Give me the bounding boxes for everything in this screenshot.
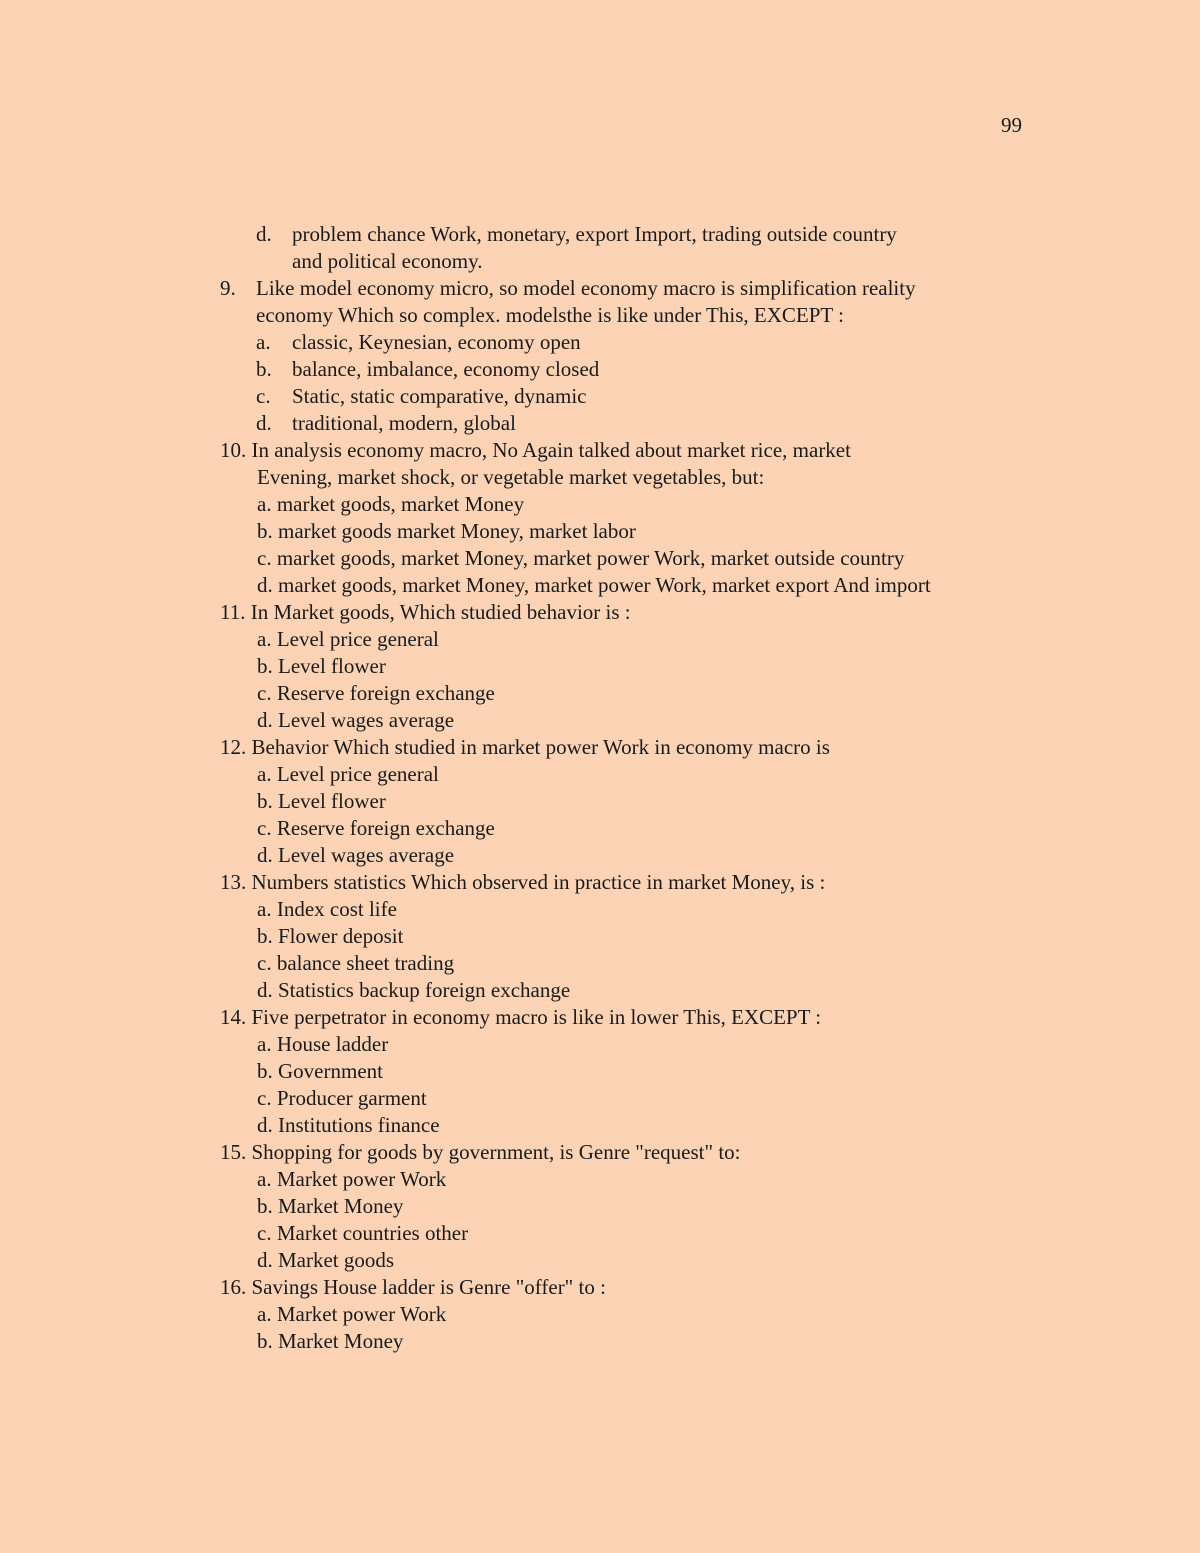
option-text: problem chance Work, monetary, export Import, trading outside country: [292, 222, 897, 246]
q13-option-d: d. Statistics backup foreign exchange: [257, 978, 571, 1002]
question-text: In Market goods, Which studied behavior is :: [250, 600, 631, 624]
question-13: [220, 869, 1040, 896]
option-text: Static, static comparative, dynamic: [292, 384, 587, 408]
page-number: 99: [1001, 113, 1022, 137]
question-number: 14.: [220, 1005, 247, 1029]
option-text: classic, Keynesian, economy open: [292, 330, 581, 354]
question-15: [220, 1139, 1040, 1166]
question-14: [220, 1004, 1040, 1031]
question-text: In analysis economy macro, No Again talked about market rice, market: [251, 438, 851, 462]
q10-option-c: c. market goods, market Money, market power Work, market outside country: [257, 546, 905, 570]
option-label: b.: [256, 357, 272, 381]
q10-option-a: a. market goods, market Money: [257, 492, 525, 516]
question-number: 15.: [220, 1140, 247, 1164]
q12-option-d: d. Level wages average: [257, 843, 455, 867]
q8-option-d: [220, 221, 1040, 248]
option-label: d.: [256, 411, 272, 435]
q16-option-a: a. Market power Work: [257, 1302, 447, 1326]
question-number: 10.: [220, 438, 247, 462]
q11-option-a: a. Level price general: [257, 627, 439, 651]
option-label: d.: [256, 222, 272, 246]
q10-option-b: b. market goods market Money, market labor: [257, 519, 636, 543]
question-text: Like model economy micro, so model economy macro is simplification reality: [256, 276, 916, 300]
q15-option-b: b. Market Money: [257, 1194, 404, 1218]
q13-option-c: c. balance sheet trading: [257, 951, 455, 975]
q15-option-a: a. Market power Work: [257, 1167, 447, 1191]
q15-option-c: c. Market countries other: [257, 1221, 469, 1245]
q14-option-c: c. Producer garment: [257, 1086, 427, 1110]
q12-option-a: a. Level price general: [257, 762, 439, 786]
q9-option-d: [220, 410, 1040, 437]
question-9: [220, 275, 1040, 302]
q11-option-b: b. Level flower: [257, 654, 386, 678]
option-text: balance, imbalance, economy closed: [292, 357, 600, 381]
question-list: [220, 221, 1040, 1355]
question-10: [220, 437, 1040, 464]
question-number: 11.: [220, 600, 246, 624]
option-label: c.: [256, 384, 271, 408]
q9-option-a: [220, 329, 1040, 356]
question-12: [220, 734, 1040, 761]
question-text: Five perpetrator in economy macro is like in lower This, EXCEPT :: [251, 1005, 822, 1029]
question-16: [220, 1274, 1040, 1301]
q10-option-d: d. market goods, market Money, market power Work, market export And import: [257, 573, 931, 597]
q14-option-b: b. Government: [257, 1059, 383, 1083]
q9-option-c: [220, 383, 1040, 410]
question-9-continued: economy Which so complex. modelsthe is like under This, EXCEPT :: [256, 303, 844, 327]
q15-option-d: d. Market goods: [257, 1248, 395, 1272]
q16-option-b: b. Market Money: [257, 1329, 404, 1353]
q14-option-d: d. Institutions finance: [257, 1113, 440, 1137]
question-number: 16.: [220, 1275, 247, 1299]
option-label: a.: [256, 330, 271, 354]
q13-option-a: a. Index cost life: [257, 897, 397, 921]
q8-option-d-continued: and political economy.: [292, 249, 483, 273]
question-number: 9.: [220, 276, 236, 300]
q11-option-d: d. Level wages average: [257, 708, 455, 732]
q9-option-b: [220, 356, 1040, 383]
q14-option-a: a. House ladder: [257, 1032, 389, 1056]
question-number: 12.: [220, 735, 247, 759]
question-11: [220, 599, 1040, 626]
q11-option-c: c. Reserve foreign exchange: [257, 681, 495, 705]
question-text: Savings House ladder is Genre "offer" to :: [251, 1275, 606, 1299]
question-text: Numbers statistics Which observed in practice in market Money, is :: [251, 870, 826, 894]
question-number: 13.: [220, 870, 247, 894]
question-10-continued: Evening, market shock, or vegetable market vegetables, but:: [257, 465, 765, 489]
question-text: Shopping for goods by government, is Genre "request" to:: [251, 1140, 741, 1164]
q12-option-c: c. Reserve foreign exchange: [257, 816, 495, 840]
q13-option-b: b. Flower deposit: [257, 924, 404, 948]
question-text: Behavior Which studied in market power Work in economy macro is: [251, 735, 830, 759]
q12-option-b: b. Level flower: [257, 789, 386, 813]
option-text: traditional, modern, global: [292, 411, 516, 435]
